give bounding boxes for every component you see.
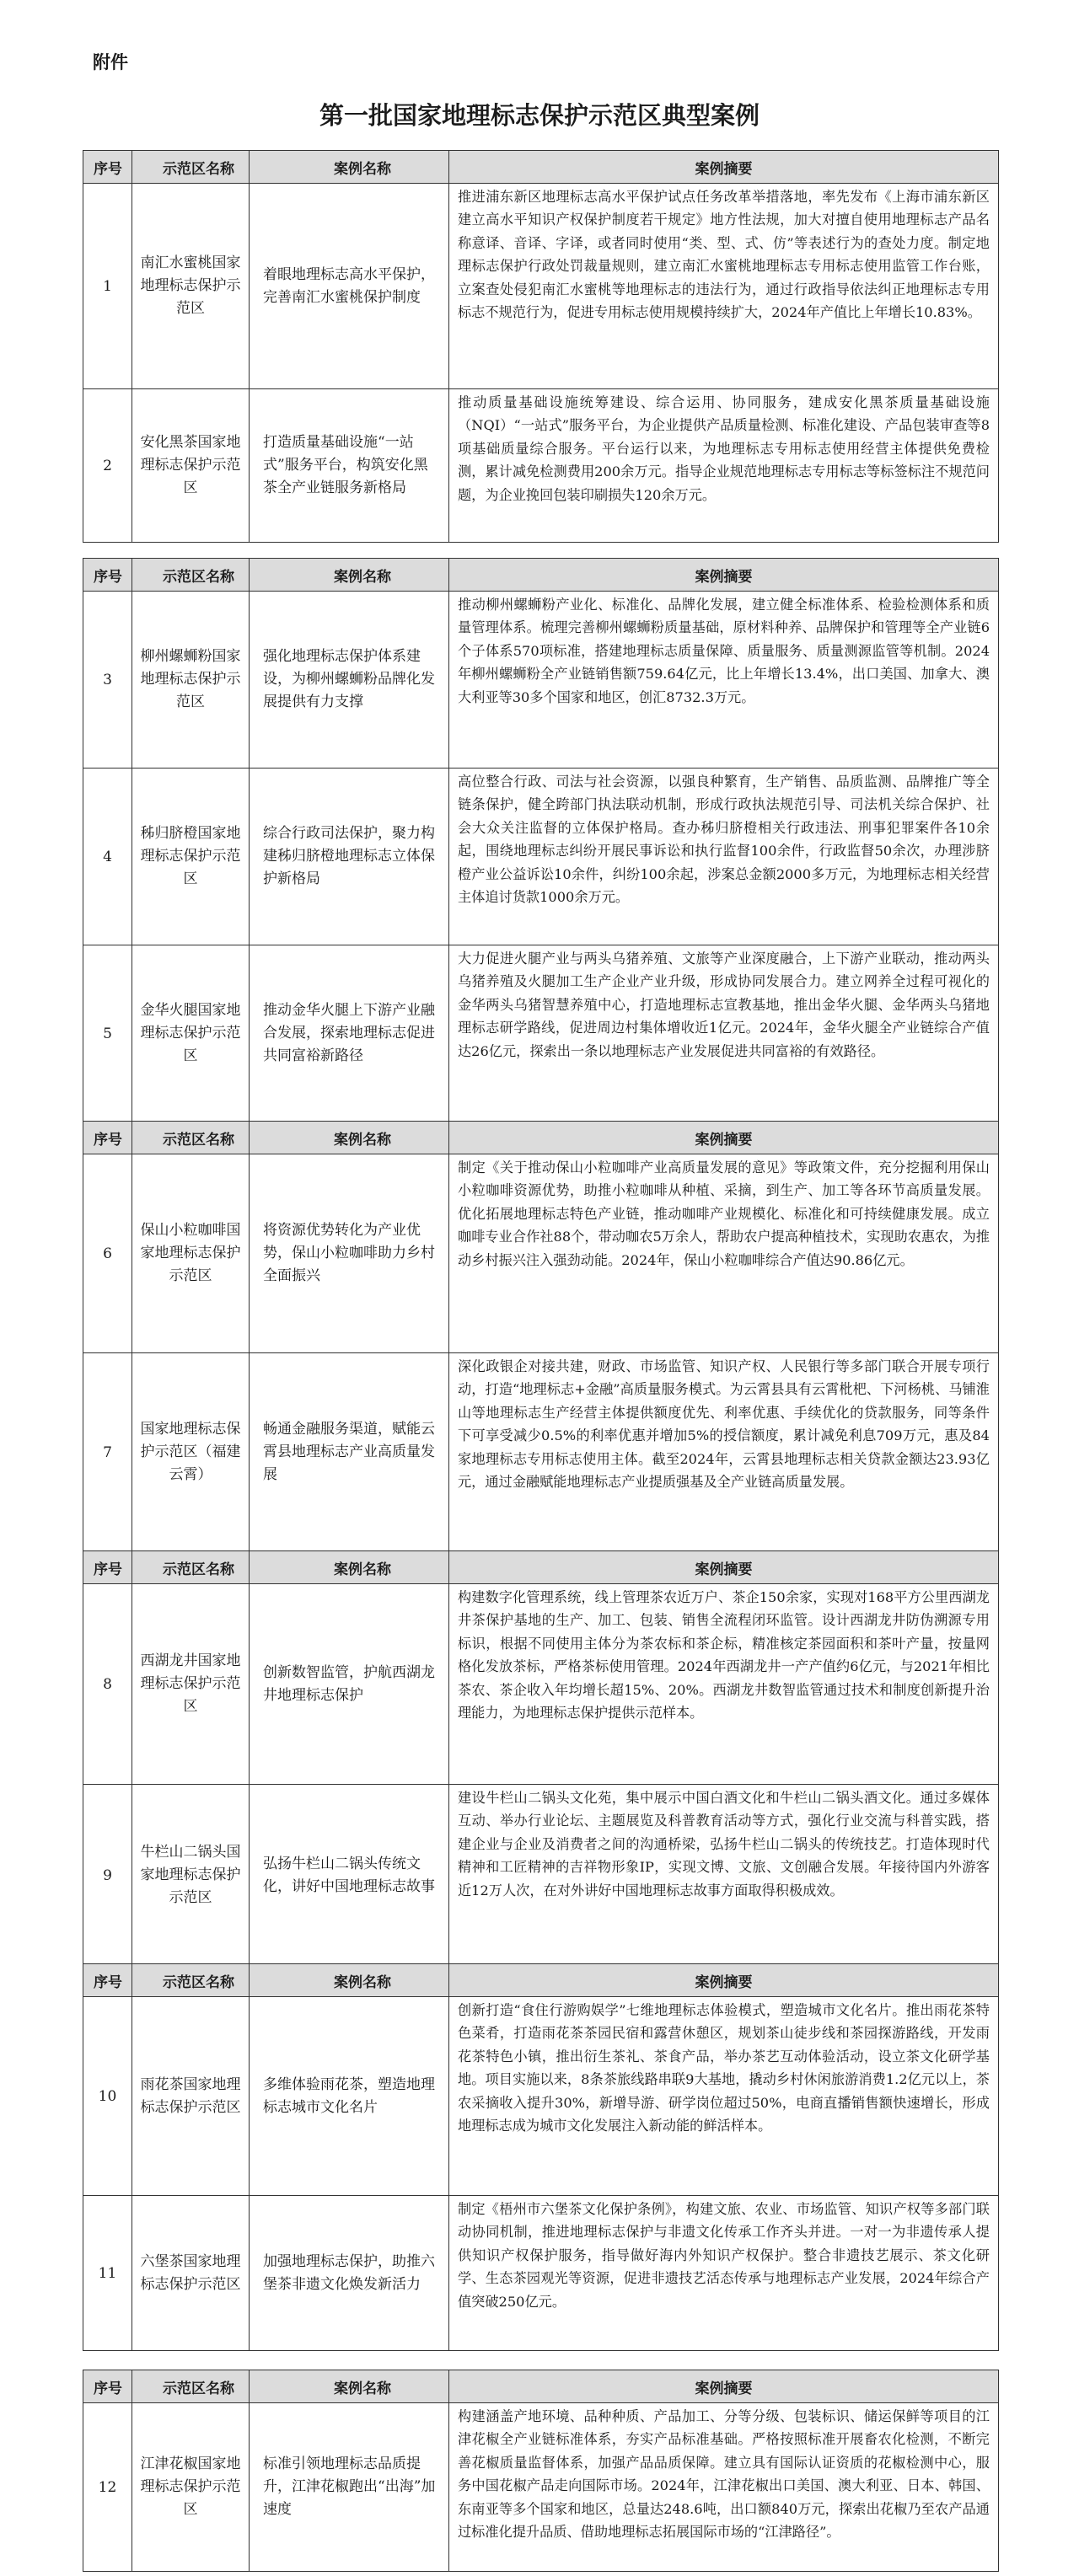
case-zone: 秭归脐橙国家地理标志保护示范区 <box>132 769 250 945</box>
case-zone: 六堡茶国家地理标志保护示范区 <box>132 2196 250 2351</box>
header-no: 序号 <box>83 1964 132 1997</box>
case-table-3 <box>83 1121 1079 1552</box>
case-no: 10 <box>83 1997 132 2196</box>
case-table-2 <box>83 558 1079 1122</box>
header-no: 序号 <box>83 1551 132 1584</box>
header-zone: 示范区名称 <box>132 2370 250 2403</box>
table-row <box>83 1785 999 1967</box>
header-summary: 案例摘要 <box>449 1551 999 1584</box>
case-summary: 推动柳州螺蛳粉产业化、标准化、品牌化发展，建立健全标准体系、检验检测体系和质量管理体系。梳理完善柳州螺蛳粉质量基础，原材料种养、品牌保护和管理等全产业链6个子体系570项标准，搭建地理标志质量保障、质量服务、质量测源监管等机制。2024年柳州螺蛳粉全产业链销售额759.64亿元，比上年增长13.4%，出口美国、加拿大、澳大利亚等30多个国家和地区，创汇8732.3万元。 <box>449 592 999 769</box>
table-row <box>83 1353 999 1552</box>
header-case-name: 案例名称 <box>250 1551 449 1584</box>
case-no: 7 <box>83 1353 132 1552</box>
table-header-row <box>83 1551 999 1584</box>
case-no: 12 <box>83 2403 132 2572</box>
table-row <box>83 2196 999 2351</box>
case-zone: 安化黑茶国家地理标志保护示范区 <box>132 389 250 543</box>
header-zone: 示范区名称 <box>132 1122 250 1154</box>
case-summary: 深化政银企对接共建，财政、市场监管、知识产权、人民银行等多部门联合开展专项行动，打造“地理标志+金融”高质量服务模式。为云霄县具有云霄枇杷、下河杨桃、马铺淮山等地理标志生产经营主体提供额度优先、利率优惠、手续优化的贷款服务，同等条件下可享受减少0.5%的利率优惠并增加5%的授信额度，累计减免利息709万元，惠及84家地理标志专用标志使用主体。截至2024年，云霄县地理标志相关贷款金额达23.93亿元，通过金融赋能地理标志产业提质强基及全产业链高质量发展。 <box>449 1353 999 1552</box>
case-zone: 西湖龙井国家地理标志保护示范区 <box>132 1584 250 1785</box>
header-zone: 示范区名称 <box>132 559 250 592</box>
case-no: 2 <box>83 389 132 543</box>
table-row <box>83 1997 999 2196</box>
case-no: 6 <box>83 1154 132 1353</box>
case-name: 强化地理标志保护体系建设，为柳州螺蛳粉品牌化发展提供有力支撑 <box>250 592 449 769</box>
table-row <box>83 592 999 769</box>
case-name: 加强地理标志保护，助推六堡茶非遗文化焕发新活力 <box>250 2196 449 2351</box>
case-name: 打造质量基础设施“一站式”服务平台，构筑安化黑茶全产业链服务新格局 <box>250 389 449 543</box>
header-summary: 案例摘要 <box>449 1122 999 1154</box>
case-no: 3 <box>83 592 132 769</box>
case-zone: 柳州螺蛳粉国家地理标志保护示范区 <box>132 592 250 769</box>
table-row <box>83 1584 999 1785</box>
case-name: 标准引领地理标志品质提升，江津花椒跑出“出海”加速度 <box>250 2403 449 2572</box>
case-summary: 构建数字化管理系统，线上管理茶农近万户、茶企150余家，实现对168平方公里西湖龙井茶保护基地的生产、加工、包装、销售全流程闭环监管。设计西湖龙井防伪溯源专用标识，根据不同使用主体分为茶农标和茶企标，精准核定茶园面积和茶叶产量，按量网格化发放茶标，严格茶标使用管理。2024年西湖龙井一产产值约6亿元，与2021年相比茶农、茶企收入年均增长超15%、20%。西湖龙井数智监管通过技术和制度创新提升治理能力，为地理标志保护提供示范样本。 <box>449 1584 999 1785</box>
case-summary: 制定《梧州市六堡茶文化保护条例》，构建文旅、农业、市场监管、知识产权等多部门联动协同机制，推进地理标志保护与非遗文化传承工作齐头并进。一对一为非遗传承人提供知识产权保护服务，指导做好海内外知识产权保护。整合非遗技艺展示、茶文化研学、生态茶园观光等资源，促进非遗技艺活态传承与地理标志产业发展，2024年综合产值突破250亿元。 <box>449 2196 999 2351</box>
table-row <box>83 769 999 945</box>
case-summary: 建设牛栏山二锅头文化苑，集中展示中国白酒文化和牛栏山二锅头酒文化。通过多媒体互动、举办行业论坛、主题展览及科普教育活动等方式，强化行业交流与科普实践，搭建企业与企业及消费者之间的沟通桥梁，弘扬牛栏山二锅头的传统技艺。打造体现时代精神和工匠精神的吉祥物形象IP，实现文博、文旅、文创融合发展。年接待国内外游客近12万人次，在对外讲好中国地理标志故事方面取得积极成效。 <box>449 1785 999 1967</box>
case-table-6 <box>83 2370 1079 2572</box>
case-summary: 推进浦东新区地理标志高水平保护试点任务改革举措落地，率先发布《上海市浦东新区建立高水平知识产权保护制度若干规定》地方性法规，加大对擅自使用地理标志产品名称意译、音译、字译，或者同时使用“类、型、式、仿”等表述行为的查处力度。制定地理标志保护行政处罚裁量规则，建立南汇水蜜桃地理标志专用标志使用监管工作台账，立案查处侵犯南汇水蜜桃等地理标志的违法行为，通过行政指导依法纠正地理标志专用标志不规范行为，促进专用标志使用规模持续扩大，2024年产值比上年增长10.83%。 <box>449 184 999 389</box>
case-zone: 金华火腿国家地理标志保护示范区 <box>132 945 250 1122</box>
header-case-name: 案例名称 <box>250 559 449 592</box>
header-no: 序号 <box>83 2370 132 2403</box>
case-zone: 江津花椒国家地理标志保护示范区 <box>132 2403 250 2572</box>
table-row <box>83 945 999 1122</box>
header-case-name: 案例名称 <box>250 1964 449 1997</box>
case-name: 弘扬牛栏山二锅头传统文化，讲好中国地理标志故事 <box>250 1785 449 1967</box>
case-no: 11 <box>83 2196 132 2351</box>
case-zone: 国家地理标志保护示范区（福建云霄） <box>132 1353 250 1552</box>
header-no: 序号 <box>83 559 132 592</box>
header-case-name: 案例名称 <box>250 2370 449 2403</box>
header-zone: 示范区名称 <box>132 1964 250 1997</box>
table-row <box>83 389 999 543</box>
header-case-name: 案例名称 <box>250 1122 449 1154</box>
attachment-label: 附件 <box>93 52 128 72</box>
table-header-row <box>83 1122 999 1154</box>
case-summary: 构建涵盖产地环境、品种种质、产品加工、分等分级、包装标识、储运保鲜等项目的江津花椒全产业链标准体系，夯实产品标准基础。严格按照标准开展畜农化检测，不断完善花椒质量监督体系，加强产品品质保障。建立具有国际认证资质的花椒检测中心，服务中国花椒产品走向国际市场。2024年，江津花椒出口美国、澳大利亚、日本、韩国、东南亚等多个国家和地区，总量达248.6吨，出口额840万元，探索出花椒乃至农产品通过标准化提升品质、借助地理标志拓展国际市场的“江津路径”。 <box>449 2403 999 2572</box>
case-table-1 <box>83 150 1079 543</box>
case-no: 9 <box>83 1785 132 1967</box>
case-name: 创新数智监管，护航西湖龙井地理标志保护 <box>250 1584 449 1785</box>
page-title: 第一批国家地理标志保护示范区典型案例 <box>319 101 760 130</box>
header-summary: 案例摘要 <box>449 1964 999 1997</box>
case-no: 4 <box>83 769 132 945</box>
header-zone: 示范区名称 <box>132 151 250 184</box>
case-no: 5 <box>83 945 132 1122</box>
header-summary: 案例摘要 <box>449 2370 999 2403</box>
case-zone: 保山小粒咖啡国家地理标志保护示范区 <box>132 1154 250 1353</box>
header-no: 序号 <box>83 1122 132 1154</box>
table-header-row <box>83 2370 999 2403</box>
case-no: 8 <box>83 1584 132 1785</box>
case-name: 着眼地理标志高水平保护，完善南汇水蜜桃保护制度 <box>250 184 449 389</box>
table-header-row <box>83 559 999 592</box>
case-summary: 创新打造“食住行游购娱学”七维地理标志体验模式，塑造城市文化名片。推出雨花茶特色菜肴，打造雨花茶茶园民宿和露营休憩区，规划茶山徒步线和茶园探游路线，开发雨花茶特色小镇，推出衍生茶礼、茶食产品，举办茶艺互动体验活动，设立茶文化研学基地。项目实施以来，8条茶旅线路串联9大基地，撬动乡村休闲旅游消费1.2亿元以上，茶农采摘收入提升30%，新增导游、研学岗位超过50%，电商直播销售额快速增长，形成地理标志成为城市文化发展注入新动能的鲜活样本。 <box>449 1997 999 2196</box>
case-name: 将资源优势转化为产业优势，保山小粒咖啡助力乡村全面振兴 <box>250 1154 449 1353</box>
case-summary: 大力促进火腿产业与两头乌猪养殖、文旅等产业深度融合，上下游产业联动，推动两头乌猪养殖及火腿加工生产企业产业升级，形成协同发展合力。建立网养全过程可视化的金华两头乌猪智慧养殖中心，打造地理标志宣教基地，推出金华火腿、金华两头乌猪地理标志研学路线，促进周边村集体增收近1亿元。2024年，金华火腿全产业链综合产值达26亿元，探索出一条以地理标志产业发展促进共同富裕的有效路径。 <box>449 945 999 1122</box>
header-summary: 案例摘要 <box>449 151 999 184</box>
case-table-5 <box>83 1963 1079 2351</box>
header-case-name: 案例名称 <box>250 151 449 184</box>
table-row <box>83 184 999 389</box>
case-summary: 制定《关于推动保山小粒咖啡产业高质量发展的意见》等政策文件，充分挖掘利用保山小粒咖啡资源优势，助推小粒咖啡从种植、采摘，到生产、加工等各环节高质量发展。优化拓展地理标志特色产业链，推动咖啡产业规模化、标准化和可持续健康发展。成立咖啡专业合作社88个，带动咖农5万余人，帮助农户提高种植技术，实现助农惠农，为推动乡村振兴注入强劲动能。2024年，保山小粒咖啡综合产值达90.86亿元。 <box>449 1154 999 1353</box>
table-header-row <box>83 151 999 184</box>
case-summary: 推动质量基础设施统筹建设、综合运用、协同服务，建成安化黑茶质量基础设施（NQI）“一站式”服务平台，为企业提供产品质量检测、标准化建设、产品包装审查等8项基础质量综合服务。平台运行以来，为地理标志专用标志使用经营主体提供免费检测，累计减免检测费用200余万元。指导企业规范地理标志专用标志等标签标注不规范问题，为企业挽回包装印刷损失120余万元。 <box>449 389 999 543</box>
case-zone: 牛栏山二锅头国家地理标志保护示范区 <box>132 1785 250 1967</box>
case-summary: 高位整合行政、司法与社会资源，以强良种繁育，生产销售、品质监测、品牌推广等全链条保护，健全跨部门执法联动机制，形成行政执法规范引导、司法机关综合保护、社会大众关注监督的立体保护格局。查办秭归脐橙相关行政违法、刑事犯罪案件各10余起，围绕地理标志纠纷开展民事诉讼和执行监督100余件，行政监督50余次，办理涉脐橙产业公益诉讼10余件，纠纷100余起，涉案总金额2000多万元，为地理标志相关经营主体追讨货款1000余万元。 <box>449 769 999 945</box>
header-summary: 案例摘要 <box>449 559 999 592</box>
header-zone: 示范区名称 <box>132 1551 250 1584</box>
case-name: 推动金华火腿上下游产业融合发展，探索地理标志促进共同富裕新路径 <box>250 945 449 1122</box>
table-header-row <box>83 1964 999 1997</box>
header-no: 序号 <box>83 151 132 184</box>
case-zone: 南汇水蜜桃国家地理标志保护示范区 <box>132 184 250 389</box>
case-zone: 雨花茶国家地理标志保护示范区 <box>132 1997 250 2196</box>
table-row <box>83 1154 999 1353</box>
case-no: 1 <box>83 184 132 389</box>
table-row <box>83 2403 999 2572</box>
case-table-4 <box>83 1550 1079 1967</box>
case-name: 畅通金融服务渠道，赋能云霄县地理标志产业高质量发展 <box>250 1353 449 1552</box>
case-name: 多维体验雨花茶，塑造地理标志城市文化名片 <box>250 1997 449 2196</box>
case-name: 综合行政司法保护，聚力构建秭归脐橙地理标志立体保护新格局 <box>250 769 449 945</box>
